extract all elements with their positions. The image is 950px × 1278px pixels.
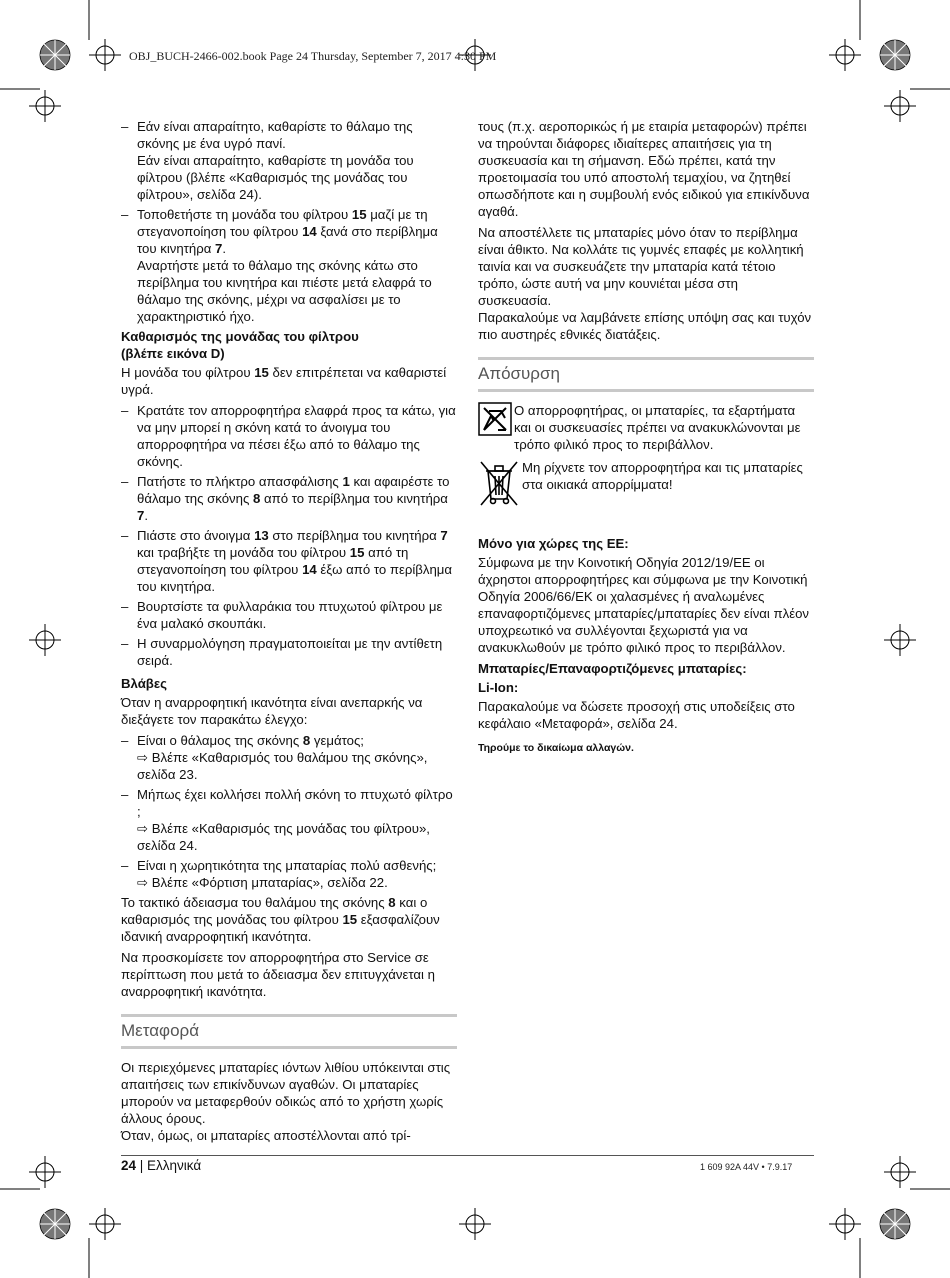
paragraph: Σύμφωνα με την Κοινοτική Οδηγία 2012/19/ΕΕ οι άχρηστοι απορροφητήρες και σύμφωνα με την Κοινοτική Οδηγία 2006/66/ΕΚ οι χαλασμένες ή αναλωμένες επαναφορτιζόμενες μπαταρίες/μπαταρίες δεν είναι πλέον υποχρεωτικό να συλλέγονται ξεχωριστά για να ανακυκλωθούν με τρόπο φιλικό προς το περιβάλλον. — [478, 555, 810, 655]
document-code: 1 609 92A 44V • 7.9.17 — [700, 1162, 793, 1172]
paragraph: Παρακαλούμε να δώσετε προσοχή στις υποδείξεις στο κεφάλαιο «Μεταφορά», σελίδα 24. — [478, 699, 795, 731]
rights-reserved-note: Τηρούμε το δικαίωμα αλλαγών. — [478, 742, 634, 754]
section-title-transport: Μεταφορά — [121, 1014, 457, 1049]
subheading-faults: Βλάβες — [121, 676, 167, 691]
language-label: Ελληνικά — [147, 1158, 202, 1173]
footer-page-label: 24 | Ελληνικά — [121, 1158, 202, 1173]
page-number: 24 — [121, 1158, 137, 1173]
list-item: – Είναι ο θάλαμος της σκόνης 8 γεμάτος; ⇨ Βλέπε «Καθαρισμός του θαλάμου της σκόνης», σελίδα 23. — [121, 732, 457, 783]
paragraph: Να προσκομίσετε τον απορροφητήρα στο Service σε περίπτωση που μετά το άδειασμα δεν επιτυγχάνεται η αναρροφητική ικανότητα. — [121, 950, 435, 999]
subheading-li-ion: Li-Ion: — [478, 680, 519, 695]
paragraph: Η μονάδα του φίλτρου 15 δεν επιτρέπεται να καθαριστεί υγρά. — [121, 365, 447, 397]
recycle-icon — [478, 402, 514, 453]
list-item: – Πατήστε το πλήκτρο απασφάλισης 1 και αφαιρέστε το θάλαμο της σκόνης 8 από το περίβλημα του κινητήρα 7. — [121, 473, 457, 524]
list-item: – Η συναρμολόγηση πραγματοποιείται με την αντίθετη σειρά. — [121, 635, 457, 669]
list-item: – Μήπως έχει κολλήσει πολλή σκόνη το πτυχωτό φίλτρο ; ⇨ Βλέπε «Καθαρισμός της μονάδας του φίλτρου», σελίδα 24. — [121, 786, 457, 854]
recycle-text: Ο απορροφητήρας, οι μπαταρίες, τα εξαρτήματα και οι συσκευασίες πρέπει να ανακυκλώνονται με τρόπο φιλικό προς το περιβάλλον. — [514, 403, 801, 452]
paragraph: Οι περιεχόμενες μπαταρίες ιόντων λιθίου υπόκεινται στις απαιτήσεις των επικίνδυνων αγαθών. Οι μπαταρίες μπορούν να μεταφερθούν οδικώς από το χρήστη χωρίς άλλους όρους. — [121, 1060, 451, 1126]
list-item: – Εάν είναι απαραίτητο, καθαρίστε το θάλαμο της σκόνης με ένα υγρό πανί. Εάν είναι απαραίτητο, καθαρίστε τη μονάδα του φίλτρου (βλέπε «Καθαρισμός της μονάδας του φίλτρου», σελίδα 24). — [121, 118, 457, 203]
list-item: – Πιάστε στο άνοιγμα 13 στο περίβλημα του κινητήρα 7 και τραβήξτε τη μονάδα του φίλτρου 15 από τη στεγανοποίηση του φίλτρου 14 έξω από το περίβλημα του κινητήρα. — [121, 527, 457, 595]
list-item: – Τοποθετήστε τη μονάδα του φίλτρου 15 μαζί με τη στεγανοποίηση του φίλτρου 14 ξανά στο περίβλημα του κινητήρα 7. Αναρτήστε μετά το θάλαμο της σκόνης κάτω στο περίβλημα του κινητήρα και πιέστε μετά ελαφρά το θάλαμο της σκόνης, μέχρι να ασφαλίσει με το χαρακτηριστικό ήχο. — [121, 206, 457, 325]
paragraph: Όταν, όμως, οι μπαταρίες αποστέλλονται από τρί- — [121, 1128, 411, 1143]
list-item: – Είναι η χωρητικότητα της μπαταρίας πολύ ασθενής; ⇨ Βλέπε «Φόρτιση μπαταρίας», σελίδα 22. — [121, 857, 457, 891]
paragraph: τους (π.χ. αεροπορικώς ή με εταιρία μεταφορών) πρέπει να τηρούνται διάφορες ιδιαίτερες απαιτήσεις για τη συσκευασία και τη σήμανση. Εδώ πρέπει, κατά την προετοιμασία του υπό αποστολή τεμαχίου, να ζητηθεί οπωσδήποτε και η συμβουλή ενός ειδικού για επικίνδυνα αγαθά. — [478, 119, 810, 219]
print-header: OBJ_BUCH-2466-002.book Page 24 Thursday, September 7, 2017 4:30 PM — [129, 49, 497, 63]
right-column — [478, 118, 814, 757]
recycle-note — [478, 402, 814, 453]
paragraph: Το τακτικό άδειασμα του θαλάμου της σκόνης 8 και ο καθαρισμός της μονάδας του φίλτρου 15 εξασφαλίζουν ιδανική αναρροφητική ικανότητα. — [121, 895, 440, 944]
section-title-disposal: Απόσυρση — [478, 357, 814, 392]
subheading-filter-cleaning: Καθαρισμός της μονάδας του φίλτρου (βλέπε εικόνα D) — [121, 329, 359, 361]
left-column — [121, 118, 457, 1148]
bin-note — [478, 459, 814, 511]
subheading-batteries: Μπαταρίες/Επαναφορτιζόμενες μπαταρίες: — [478, 661, 747, 676]
paragraph: Να αποστέλλετε τις μπαταρίες μόνο όταν το περίβλημα είναι άθικτο. Να κολλάτε τις γυμνές επαφές με κολλητική ταινία και να συσκευάζετε την μπαταρία κατά τέτοιο τρόπο, ώστε αυτή να μην κουνιέται μέσα στη συσκευασία. — [478, 225, 804, 308]
crossed-bin-icon — [478, 459, 522, 511]
paragraph: Παρακαλούμε να λαμβάνετε επίσης υπόψη σας και τυχόν πιο αυστηρές εθνικές διατάξεις. — [478, 310, 812, 342]
bin-text: Μη ρίχνετε τον απορροφητήρα και τις μπαταρίες στα οικιακά απορρίμματα! — [522, 460, 803, 492]
subheading-eu: Μόνο για χώρες της ΕΕ: — [478, 536, 629, 551]
list-item: – Κρατάτε τον απορροφητήρα ελαφρά προς τα κάτω, για να μην μπορεί η σκόνη κατά το άνοιγμα του απορροφητήρα να πέσει έξω από το θάλαμο της σκόνης. — [121, 402, 457, 470]
paragraph: Όταν η αναρροφητική ικανότητα είναι ανεπαρκής να διεξάγετε τον παρακάτω έλεγχο: — [121, 695, 423, 727]
list-item: – Βουρτσίστε τα φυλλαράκια του πτυχωτού φίλτρου με ένα μαλακό σκουπάκι. — [121, 598, 457, 632]
footer-rule — [121, 1155, 814, 1156]
